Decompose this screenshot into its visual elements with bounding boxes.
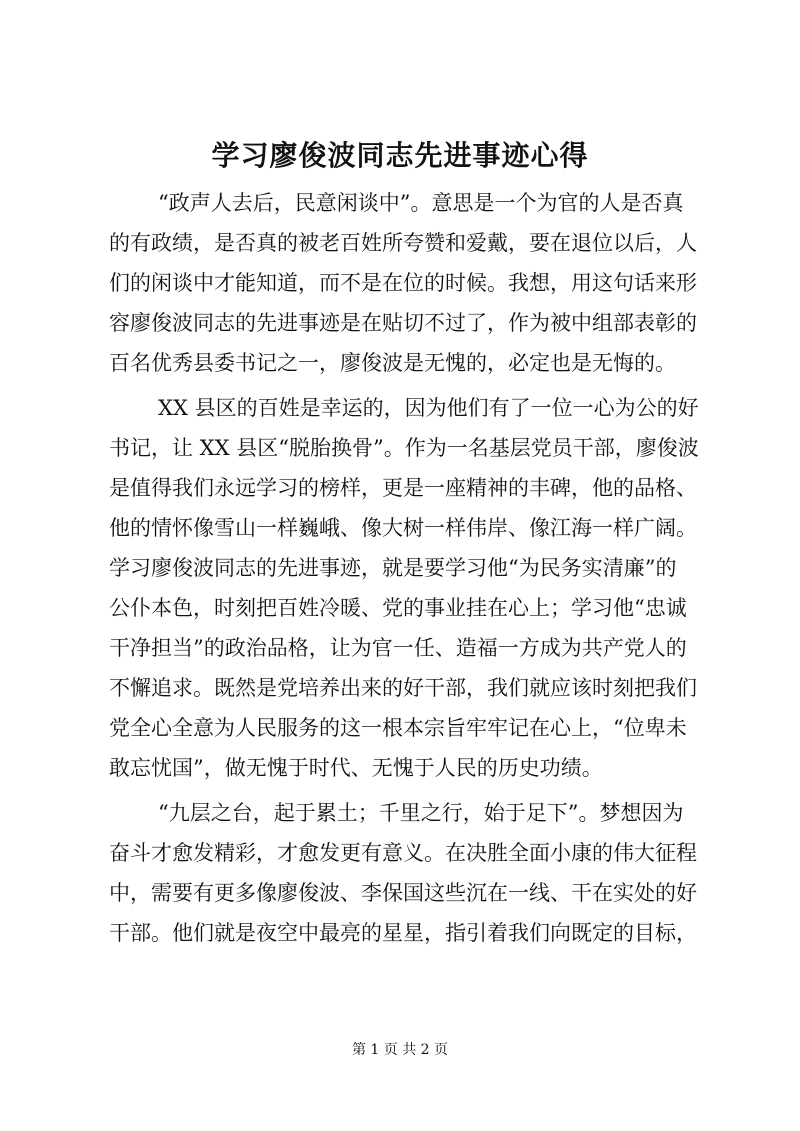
paragraph-1-line-4: 容廖俊波同志的先进事迹是在贴切不过了，作为被中组部表彰的: [109, 311, 697, 335]
paragraph-2-line-9: 党全心全意为人民服务的这一根本宗旨牢牢记在心上，“位卑未: [109, 716, 687, 740]
paragraph-1-line-3: 们的闲谈中才能知道，而不是在位的时候。我想，用这句话来形: [109, 271, 697, 295]
paragraph-3-line-4: 干部。他们就是夜空中最亮的星星，指引着我们向既定的目标，: [109, 921, 697, 945]
paragraph-1-line-2: 的有政绩，是否真的被老百姓所夸赞和爱戴，要在退位以后，人: [109, 231, 697, 255]
paragraph-2-line-4: 他的情怀像雪山一样巍峨、像大树一样伟岸、像江海一样广阔。: [109, 516, 697, 540]
paragraph-2-line-7: 干净担当”的政治品格，让为官一任、造福一方成为共产党人的: [109, 636, 687, 660]
paragraph-3-line-3: 中，需要有更多像廖俊波、李保国这些沉在一线、干在实处的好: [109, 881, 697, 905]
page-footer: 第 1 页 共 2 页: [351, 1042, 449, 1058]
paragraph-2-line-3: 是值得我们永远学习的榜样，更是一座精神的丰碑，他的品格、: [109, 476, 697, 500]
paragraph-2-line-5: 学习廖俊波同志的先进事迹，就是要学习他“为民务实清廉”的: [109, 556, 677, 580]
paragraph-2-line-8: 不懈追求。既然是党培养出来的好干部，我们就应该时刻把我们: [109, 676, 697, 700]
paragraph-1-line-1: “政声人去后，民意闲谈中”。意思是一个为官的人是否真: [158, 191, 684, 215]
paragraph-3-line-2: 奋斗才愈发精彩，才愈发更有意义。在决胜全面小康的伟大征程: [109, 841, 697, 865]
paragraph-2-line-1: XX 县区的百姓是幸运的，因为他们有了一位一心为公的好: [158, 396, 699, 420]
paragraph-1-line-5: 百名优秀县委书记之一，廖俊波是无愧的，必定也是无悔的。: [109, 351, 676, 375]
paragraph-3-line-1: “九层之台，起于累土；千里之行，始于足下”。梦想因为: [158, 801, 684, 825]
document-title: 学习廖俊波同志先进事迹心得: [211, 139, 589, 172]
paragraph-2-line-10: 敢忘忧国”，做无愧于时代、无愧于人民的历史功绩。: [109, 756, 603, 780]
paragraph-2-line-2: 书记，让 XX 县区“脱胎换骨”。作为一名基层党员干部，廖俊波: [109, 436, 699, 460]
paragraph-2-line-6: 公仆本色，时刻把百姓冷暖、党的事业挂在心上；学习他“忠诚: [109, 596, 687, 620]
